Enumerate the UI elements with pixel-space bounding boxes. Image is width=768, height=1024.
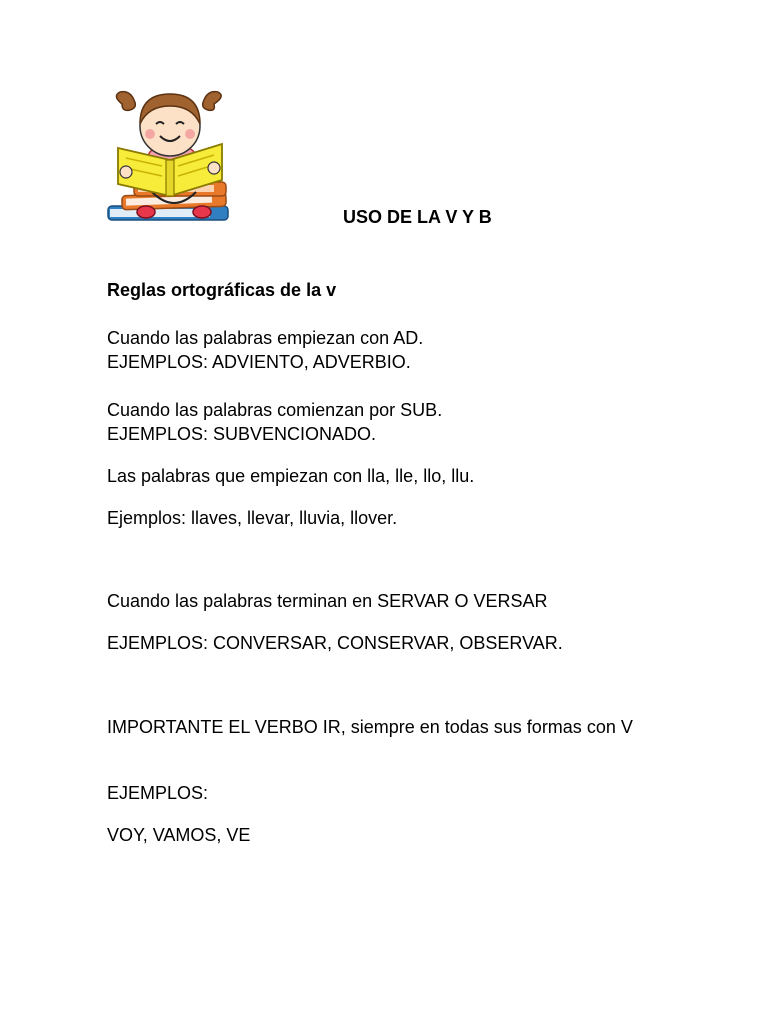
- paragraph-line: Cuando las palabras terminan en SERVAR O VERSAR: [107, 591, 548, 611]
- paragraph-line: Cuando las palabras empiezan con AD.: [107, 328, 424, 348]
- paragraph-line: VOY, VAMOS, VE: [107, 825, 251, 845]
- girl-reading-book-icon: [104, 88, 240, 228]
- paragraph-important: IMPORTANTE EL VERBO IR, siempre en todas sus formas con V: [107, 717, 633, 737]
- paragraph-line: Las palabras que empiezan con lla, lle, llo, llu.: [107, 466, 475, 486]
- paragraph-line: Cuando las palabras comienzan por SUB.: [107, 400, 443, 420]
- paragraph-line: EJEMPLOS: ADVIENTO, ADVERBIO.: [107, 352, 411, 372]
- paragraph-line: Ejemplos: llaves, llevar, lluvia, llover.: [107, 508, 398, 528]
- paragraph-line: EJEMPLOS:: [107, 783, 209, 803]
- section-subtitle: Reglas ortográficas de la v: [107, 280, 337, 300]
- paragraph-line: EJEMPLOS: CONVERSAR, CONSERVAR, OBSERVAR.: [107, 633, 563, 653]
- document-title: USO DE LA V Y B: [343, 207, 492, 227]
- paragraph-line: EJEMPLOS: SUBVENCIONADO.: [107, 424, 377, 444]
